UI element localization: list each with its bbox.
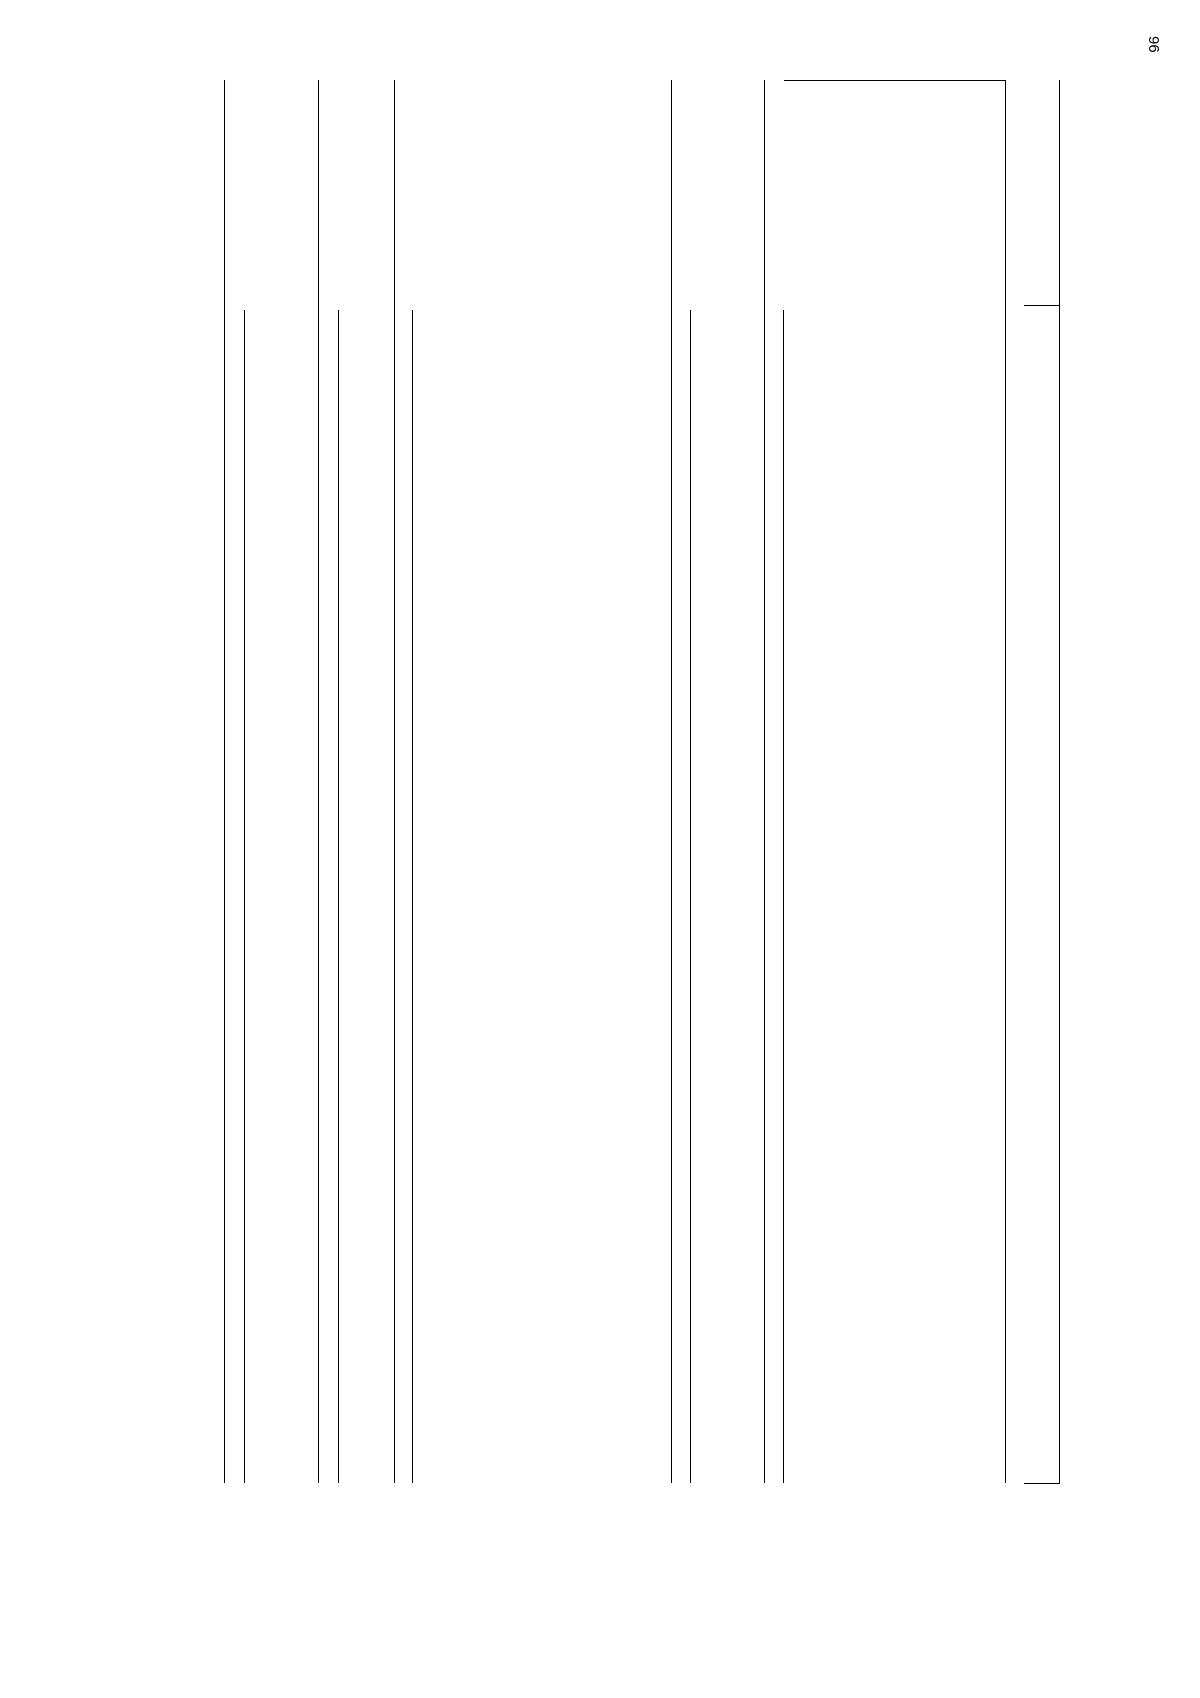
left-border-rule: [784, 80, 1006, 81]
total-row: [769, 80, 784, 1600]
detail-row: [267, 80, 282, 1600]
detail-row: [862, 80, 877, 1600]
detail-row: [602, 80, 617, 1600]
position-rule: [1005, 80, 1006, 1483]
detail-row: [917, 80, 932, 1600]
desc-column-rule: [1024, 305, 1060, 306]
detail-row: [491, 80, 506, 1600]
detail-row: [398, 80, 413, 1600]
subtotal-rule-4: [244, 310, 245, 1483]
total-row: [435, 80, 450, 1600]
detail-row: [547, 80, 562, 1600]
detail-row: [824, 80, 839, 1600]
total-row: [249, 80, 264, 1600]
total-row: [343, 80, 358, 1600]
detail-row: [899, 80, 914, 1600]
detail-row: [880, 80, 895, 1600]
detail-row: [621, 80, 636, 1600]
total-row: [1008, 80, 1023, 1600]
page-top-rule: [1059, 80, 1060, 1483]
position-separator-2: [394, 80, 395, 1483]
detail-row: [639, 80, 654, 1600]
position-separator-4: [224, 80, 225, 1483]
detail-row: [730, 80, 745, 1600]
detail-row: [304, 80, 319, 1600]
detail-row: [472, 80, 487, 1600]
estimate-table: [100, 80, 1080, 1600]
detail-row: [565, 80, 580, 1600]
detail-row: [584, 80, 599, 1600]
detail-row: [174, 80, 189, 1600]
detail-row: [380, 80, 395, 1600]
detail-row: [842, 80, 857, 1600]
page-number: 96: [1145, 36, 1162, 53]
position-separator-0: [764, 80, 765, 1483]
position-row: [990, 80, 1005, 1600]
detail-row: [362, 80, 377, 1600]
position-separator-1: [671, 80, 672, 1483]
detail-row: [694, 80, 709, 1600]
detail-row: [192, 80, 207, 1600]
detail-row: [528, 80, 543, 1600]
position-row: [324, 80, 339, 1600]
detail-row: [509, 80, 524, 1600]
position-row: [657, 80, 672, 1600]
detail-row: [210, 80, 225, 1600]
detail-row: [1026, 80, 1041, 1600]
detail-row: [953, 80, 968, 1600]
position-row: [750, 80, 765, 1600]
detail-row: [935, 80, 950, 1600]
detail-row: [454, 80, 469, 1600]
subtotal-rule-2: [412, 310, 413, 1483]
right-column-rule: [1024, 1483, 1060, 1484]
total-row: [676, 80, 691, 1600]
position-row: [416, 80, 431, 1600]
detail-row: [972, 80, 987, 1600]
subtotal-rule-1: [690, 310, 691, 1483]
detail-row: [712, 80, 727, 1600]
detail-row: [805, 80, 820, 1600]
position-separator-3: [318, 80, 319, 1483]
detail-row: [286, 80, 301, 1600]
subtotal-rule-0: [783, 310, 784, 1483]
detail-row: [1045, 80, 1060, 1600]
subtotal-rule-3: [338, 310, 339, 1483]
detail-row: [787, 80, 802, 1600]
position-row: [230, 80, 245, 1600]
